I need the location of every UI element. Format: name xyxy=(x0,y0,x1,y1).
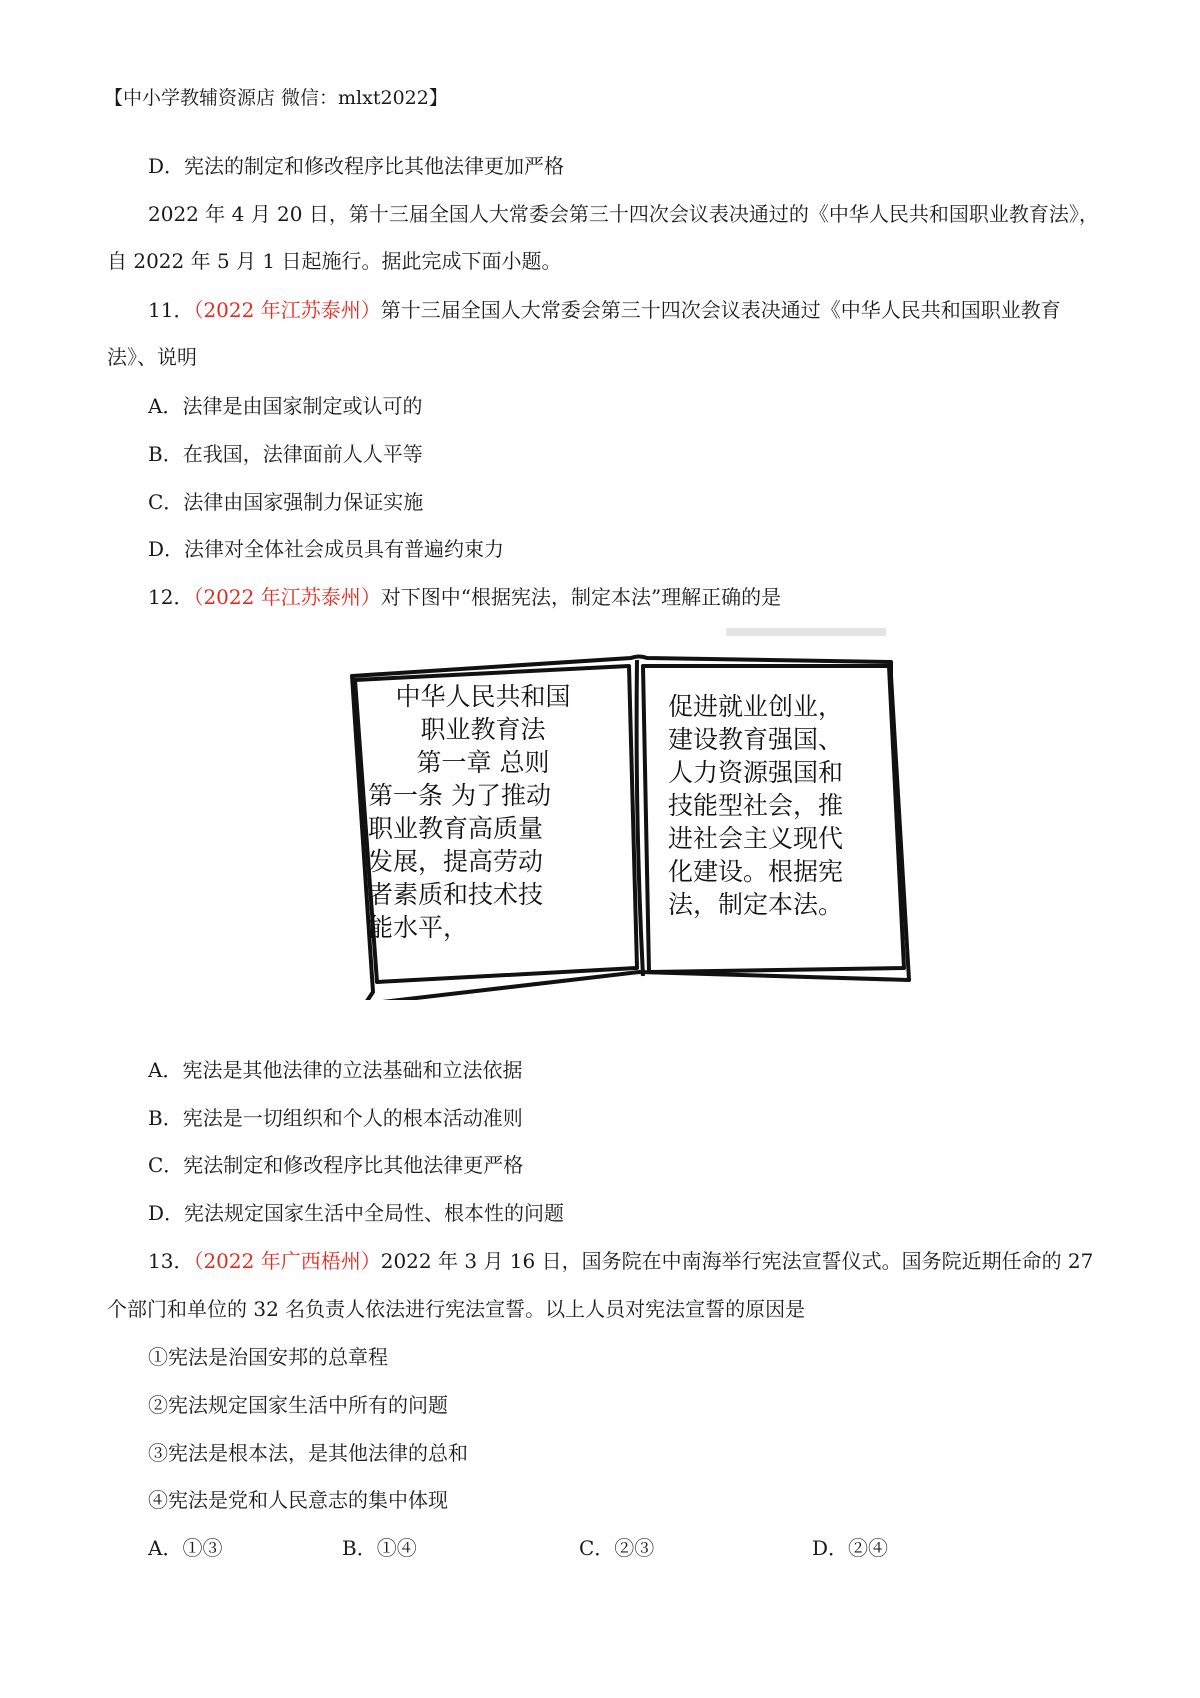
q13-item-3: ③宪法是根本法，是其他法律的总和 xyxy=(148,1441,468,1465)
q13-item-1: ①宪法是治国安邦的总章程 xyxy=(148,1345,388,1369)
question-stem-text: 第十三届全国人大常委会第三十四次会议表决通过《中华人民共和国职业教育 xyxy=(380,298,1061,322)
book-left-body xyxy=(368,779,551,944)
q11-option-b: B．在我国，法律面前人人平等 xyxy=(148,442,423,466)
q12-option-b: B．宪法是一切组织和个人的根本活动准则 xyxy=(148,1106,523,1130)
question-11-stem xyxy=(148,296,1061,324)
q11-option-d: D．法律对全体社会成员具有普遍约束力 xyxy=(148,537,505,561)
open-book-figure xyxy=(343,620,913,1000)
q13-choice-a: A．①③ xyxy=(148,1536,223,1560)
q13-item-2: ②宪法规定国家生活中所有的问题 xyxy=(148,1393,448,1417)
book-title-line: 中华人民共和国 xyxy=(395,682,571,711)
question-13-stem xyxy=(148,1247,1092,1275)
context-line-1: 2022 年 4 月 20 日，第十三届全国人大常委会第三十四次会议表决通过的《中华人民共和国职业教育法》， xyxy=(148,202,1099,226)
question-13-stem-cont: 个部门和单位的 32 名负责人依法进行宪法宣誓。以上人员对宪法宣誓的原因是 xyxy=(107,1297,806,1321)
book-title-line: 第一章 总则 xyxy=(416,748,550,777)
question-number: 12． xyxy=(148,585,194,609)
book-body-line: 技能型社会，推 xyxy=(668,791,844,820)
book-body-line: 化建设。根据宪 xyxy=(668,857,844,886)
question-12-stem xyxy=(148,583,781,611)
book-body-line: 职业教育高质量 xyxy=(368,814,544,843)
q13-choice-d: D．②④ xyxy=(812,1536,889,1560)
book-body-line: 人力资源强国和 xyxy=(668,758,844,787)
book-right-body xyxy=(668,690,843,921)
page-header: 【中小学教辅资源店 微信：mlxt2022】 xyxy=(104,87,448,109)
question-stem-text: 对下图中“根据宪法，制定本法”理解正确的是 xyxy=(380,585,782,609)
question-source: （2022 年江苏泰州） xyxy=(193,585,381,609)
question-source: （2022 年广西梧州） xyxy=(193,1249,381,1273)
q13-item-4: ④宪法是党和人民意志的集中体现 xyxy=(148,1488,448,1512)
book-body-line: 第一条 为了推动 xyxy=(368,781,551,810)
scan-artifact xyxy=(726,628,886,636)
book-body-line: 能水平， xyxy=(368,913,469,942)
book-body-line: 法，制定本法。 xyxy=(668,890,844,919)
context-line-2: 自 2022 年 5 月 1 日起施行。据此完成下面小题。 xyxy=(107,249,562,273)
book-title-line: 职业教育法 xyxy=(420,715,546,744)
book-body-line: 者素质和技术技 xyxy=(368,880,544,909)
q11-option-a: A．法律是由国家制定或认可的 xyxy=(148,394,423,418)
q13-choice-b: B．①④ xyxy=(342,1536,417,1560)
book-body-line: 建设教育强国、 xyxy=(668,725,844,754)
q12-option-a: A．宪法是其他法律的立法基础和立法依据 xyxy=(148,1058,523,1082)
previous-option-d: D．宪法的制定和修改程序比其他法律更加严格 xyxy=(148,154,565,178)
question-number: 13． xyxy=(148,1249,194,1273)
book-body-line: 进社会主义现代 xyxy=(668,824,844,853)
question-number: 11． xyxy=(148,298,194,322)
q11-option-c: C．法律由国家强制力保证实施 xyxy=(148,490,424,514)
book-left-title xyxy=(368,680,598,779)
question-stem-text: 2022 年 3 月 16 日，国务院在中南海举行宪法宣誓仪式。国务院近期任命的 27 xyxy=(380,1249,1094,1273)
book-body-line: 促进就业创业， xyxy=(668,692,844,721)
question-11-stem-cont: 法》、说明 xyxy=(107,345,197,369)
q12-option-d: D．宪法规定国家生活中全局性、根本性的问题 xyxy=(148,1201,565,1225)
question-source: （2022 年江苏泰州） xyxy=(193,298,381,322)
book-body-line: 发展，提高劳动 xyxy=(368,847,544,876)
q13-choice-c: C．②③ xyxy=(579,1536,655,1560)
q12-option-c: C．宪法制定和修改程序比其他法律更严格 xyxy=(148,1153,524,1177)
